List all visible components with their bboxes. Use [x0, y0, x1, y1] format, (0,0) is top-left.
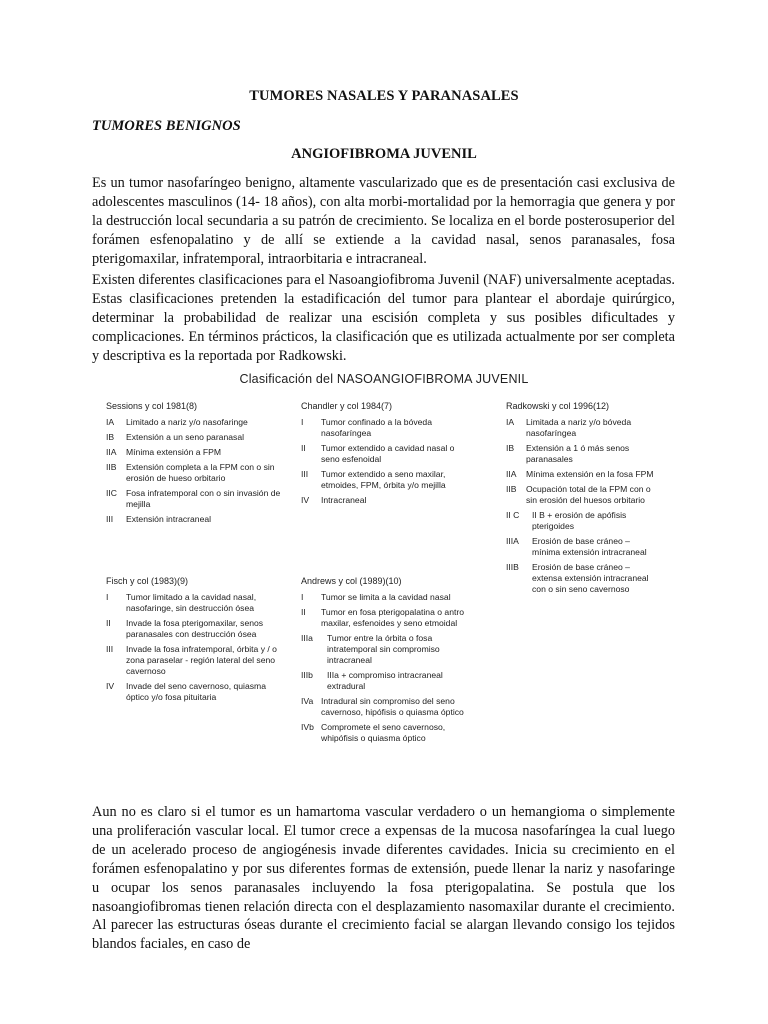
- stage-code: IA: [106, 417, 115, 427]
- stage-code: I: [301, 592, 304, 602]
- stage-code: IB: [106, 432, 115, 442]
- paragraph-pathogenesis: Aun no es claro si el tumor es un hamartoma vascular verdadero o un hemangioma o simplemente una proliferación vascular local. El tumor crece a expensas de la mucosa nasofaríngea la cual luego de un acelerado proceso de angiogénesis invade diferentes cavidades. Inicia su crecimiento en el forámen esfenopalatino y por sus diferentes formas de extensión, puede llenar la nariz y nasofaringe u ocupar los senos paranasales incluyendo la fosa pterigopalatina. Se postula que los nasoangiofibromas tienen relación directa con el desplazamiento nasomaxilar durante el crecimiento. Al parecer las estructuras óseas durante el crecimiento facial se alargan llevando consigo los tejidos blandos faciales, en caso de: [92, 804, 675, 953]
- stage-code: IV: [301, 495, 310, 505]
- chandler-heading: Chandler y col 1984(7): [301, 401, 393, 411]
- stage-code: II: [301, 607, 306, 617]
- stage-description: Invade la fosa infratemporal, órbita y / o zona paraselar - región lateral del seno cavernoso: [126, 644, 277, 676]
- stage-description: Extensión a un seno paranasal: [126, 432, 245, 442]
- sessions-classification: [106, 401, 281, 529]
- fisch-entry: [106, 618, 286, 640]
- stage-code: IIC: [106, 488, 117, 498]
- stage-code: IIA: [106, 447, 117, 457]
- stage-description: II B + erosión de apófisis pterigoides: [532, 510, 627, 531]
- sessions-entry: [106, 488, 281, 510]
- stage-code: IIIb: [301, 670, 313, 680]
- document-title: TUMORES NASALES Y PARANASALES: [249, 88, 519, 104]
- stage-code: IA: [506, 417, 515, 427]
- stage-code: IIB: [506, 484, 517, 494]
- andrews-heading: Andrews y col (1989)(10): [301, 576, 402, 586]
- stage-code: IIA: [506, 469, 517, 479]
- radkowski-classification: [506, 401, 658, 599]
- stage-description: Erosión de base cráneo – extensa extensión intracraneal con o sin seno cavernoso: [532, 562, 649, 594]
- andrews-entry: [301, 722, 476, 744]
- radkowski-entry: [506, 536, 658, 558]
- sessions-entry: [106, 447, 281, 458]
- stage-description: Extensión intracraneal: [126, 514, 212, 524]
- stage-code: I: [301, 417, 304, 427]
- stage-description: Intradural sin compromiso del seno cavernoso, hipófisis o quiasma óptico: [321, 696, 464, 717]
- stage-code: IIIB: [506, 562, 519, 572]
- stage-description: Tumor limitado a la cavidad nasal, nasofaringe, sin destrucción ósea: [126, 592, 257, 613]
- paragraph-intro: Es un tumor nasofaríngeo benigno, altamente vascularizado que es de presentación casi exclusiva de adolescentes masculinos (14- 18 años), con alta morbi-mortalidad por la hemorragia que genera y por la destrucción local secundaria a su patrón de crecimiento. Se localiza en el borde posterosuperior del forámen esfenopalatino y de allí se extiende a la cavidad nasal, senos paranasales, fosa pterigomaxilar, infratemporal, intraorbitaria e intracraneal.: [92, 175, 675, 267]
- chandler-entry: [301, 469, 466, 491]
- stage-description: Intracraneal: [321, 495, 367, 505]
- andrews-entry: [301, 670, 476, 692]
- stage-code: IIIa: [301, 633, 313, 643]
- stage-description: Tumor entre la órbita o fosa intratemporal sin compromiso intracraneal: [327, 633, 440, 665]
- fisch-entry: [106, 681, 286, 703]
- stage-description: Invade del seno cavernoso, quiasma óptico y/o fosa pituitaria: [126, 681, 266, 702]
- classification-figure: [104, 368, 664, 788]
- fisch-heading: Fisch y col (1983)(9): [106, 576, 189, 586]
- stage-description: Tumor en fosa pterigopalatina o antro maxilar, esfenoides y seno etmoidal: [321, 607, 464, 628]
- stage-code: II: [301, 443, 306, 453]
- chandler-entry: [301, 443, 466, 465]
- stage-description: Mínima extensión en la fosa FPM: [526, 469, 654, 479]
- stage-description: Tumor confinado a la bóveda nasofaríngea: [321, 417, 432, 438]
- stage-code: IVb: [301, 722, 314, 732]
- stage-description: Tumor extendido a cavidad nasal o seno esfenoidal: [321, 443, 455, 464]
- andrews-entry: [301, 607, 476, 629]
- stage-code: IIB: [106, 462, 117, 472]
- stage-description: Compromete el seno cavernoso, whipófisis o quiasma óptico: [321, 722, 446, 743]
- fisch-entry: [106, 644, 286, 677]
- stage-description: Tumor se limita a la cavidad nasal: [321, 592, 451, 602]
- paragraph-classifications: Existen diferentes clasificaciones para el Nasoangiofibroma Juvenil (NAF) universalmente aceptadas. Estas clasificaciones pretenden la estadificación del tumor para plantear el abordaje quirúrgico, determinar la probabilidad de realizar una escisión completa y sus posibles dificultades y complicaciones. En términos prácticos, la clasificación que es utilizada actualmente por ser completa y descriptiva es la reportada por Radkowski.: [92, 272, 675, 364]
- stage-code: IIIA: [506, 536, 519, 546]
- andrews-entry: [301, 592, 476, 603]
- stage-description: Limitada a nariz y/o bóveda nasofaríngea: [526, 417, 632, 438]
- fisch-classification: [106, 576, 286, 707]
- chandler-entry: [301, 495, 466, 506]
- stage-description: Limitado a nariz y/o nasofaringe: [126, 417, 248, 427]
- stage-description: Erosión de base cráneo – mínima extensión intracraneal: [532, 536, 647, 557]
- stage-code: IVa: [301, 696, 314, 706]
- stage-description: Fosa infratemporal con o sin invasión de mejilla: [126, 488, 281, 509]
- stage-code: IV: [106, 681, 115, 691]
- radkowski-entry: [506, 443, 658, 465]
- radkowski-entry: [506, 484, 658, 506]
- stage-description: Invade la fosa pterigomaxilar, senos paranasales con destrucción ósea: [126, 618, 264, 639]
- chandler-classification: [301, 401, 466, 510]
- stage-description: Extensión a 1 ó más senos paranasales: [526, 443, 630, 464]
- stage-code: II C: [506, 510, 520, 520]
- radkowski-entry: [506, 469, 658, 480]
- sessions-heading: Sessions y col 1981(8): [106, 401, 198, 411]
- stage-description: Mínima extensión a FPM: [126, 447, 222, 457]
- stage-code: IB: [506, 443, 515, 453]
- fisch-entry: [106, 592, 286, 614]
- stage-description: Ocupación total de la FPM con o sin erosión del huesos orbitario: [526, 484, 651, 505]
- stage-description: Tumor extendido a seno maxilar, etmoides, FPM, órbita y/o mejilla: [321, 469, 446, 490]
- radkowski-entry: [506, 417, 658, 439]
- stage-code: II: [106, 618, 111, 628]
- radkowski-entry: [506, 510, 658, 532]
- andrews-classification: [301, 576, 476, 748]
- radkowski-entry: [506, 562, 658, 595]
- stage-description: Extensión completa a la FPM con o sin erosión de hueso orbitario: [126, 462, 275, 483]
- sessions-entry: [106, 514, 281, 525]
- andrews-entry: [301, 696, 476, 718]
- radkowski-heading: Radkowski y col 1996(12): [506, 401, 610, 411]
- section-title: TUMORES BENIGNOS: [92, 118, 241, 134]
- stage-code: III: [301, 469, 309, 479]
- subsection-title: ANGIOFIBROMA JUVENIL: [291, 146, 477, 162]
- sessions-entry: [106, 417, 281, 428]
- sessions-entry: [106, 462, 281, 484]
- stage-code: III: [106, 514, 114, 524]
- stage-code: III: [106, 644, 114, 654]
- andrews-entry: [301, 633, 476, 666]
- chandler-entry: [301, 417, 466, 439]
- sessions-entry: [106, 432, 281, 443]
- stage-description: IIIa + compromiso intracraneal extradural: [327, 670, 443, 691]
- figure-title: Clasificación del NASOANGIOFIBROMA JUVENIL: [239, 372, 529, 386]
- stage-code: I: [106, 592, 109, 602]
